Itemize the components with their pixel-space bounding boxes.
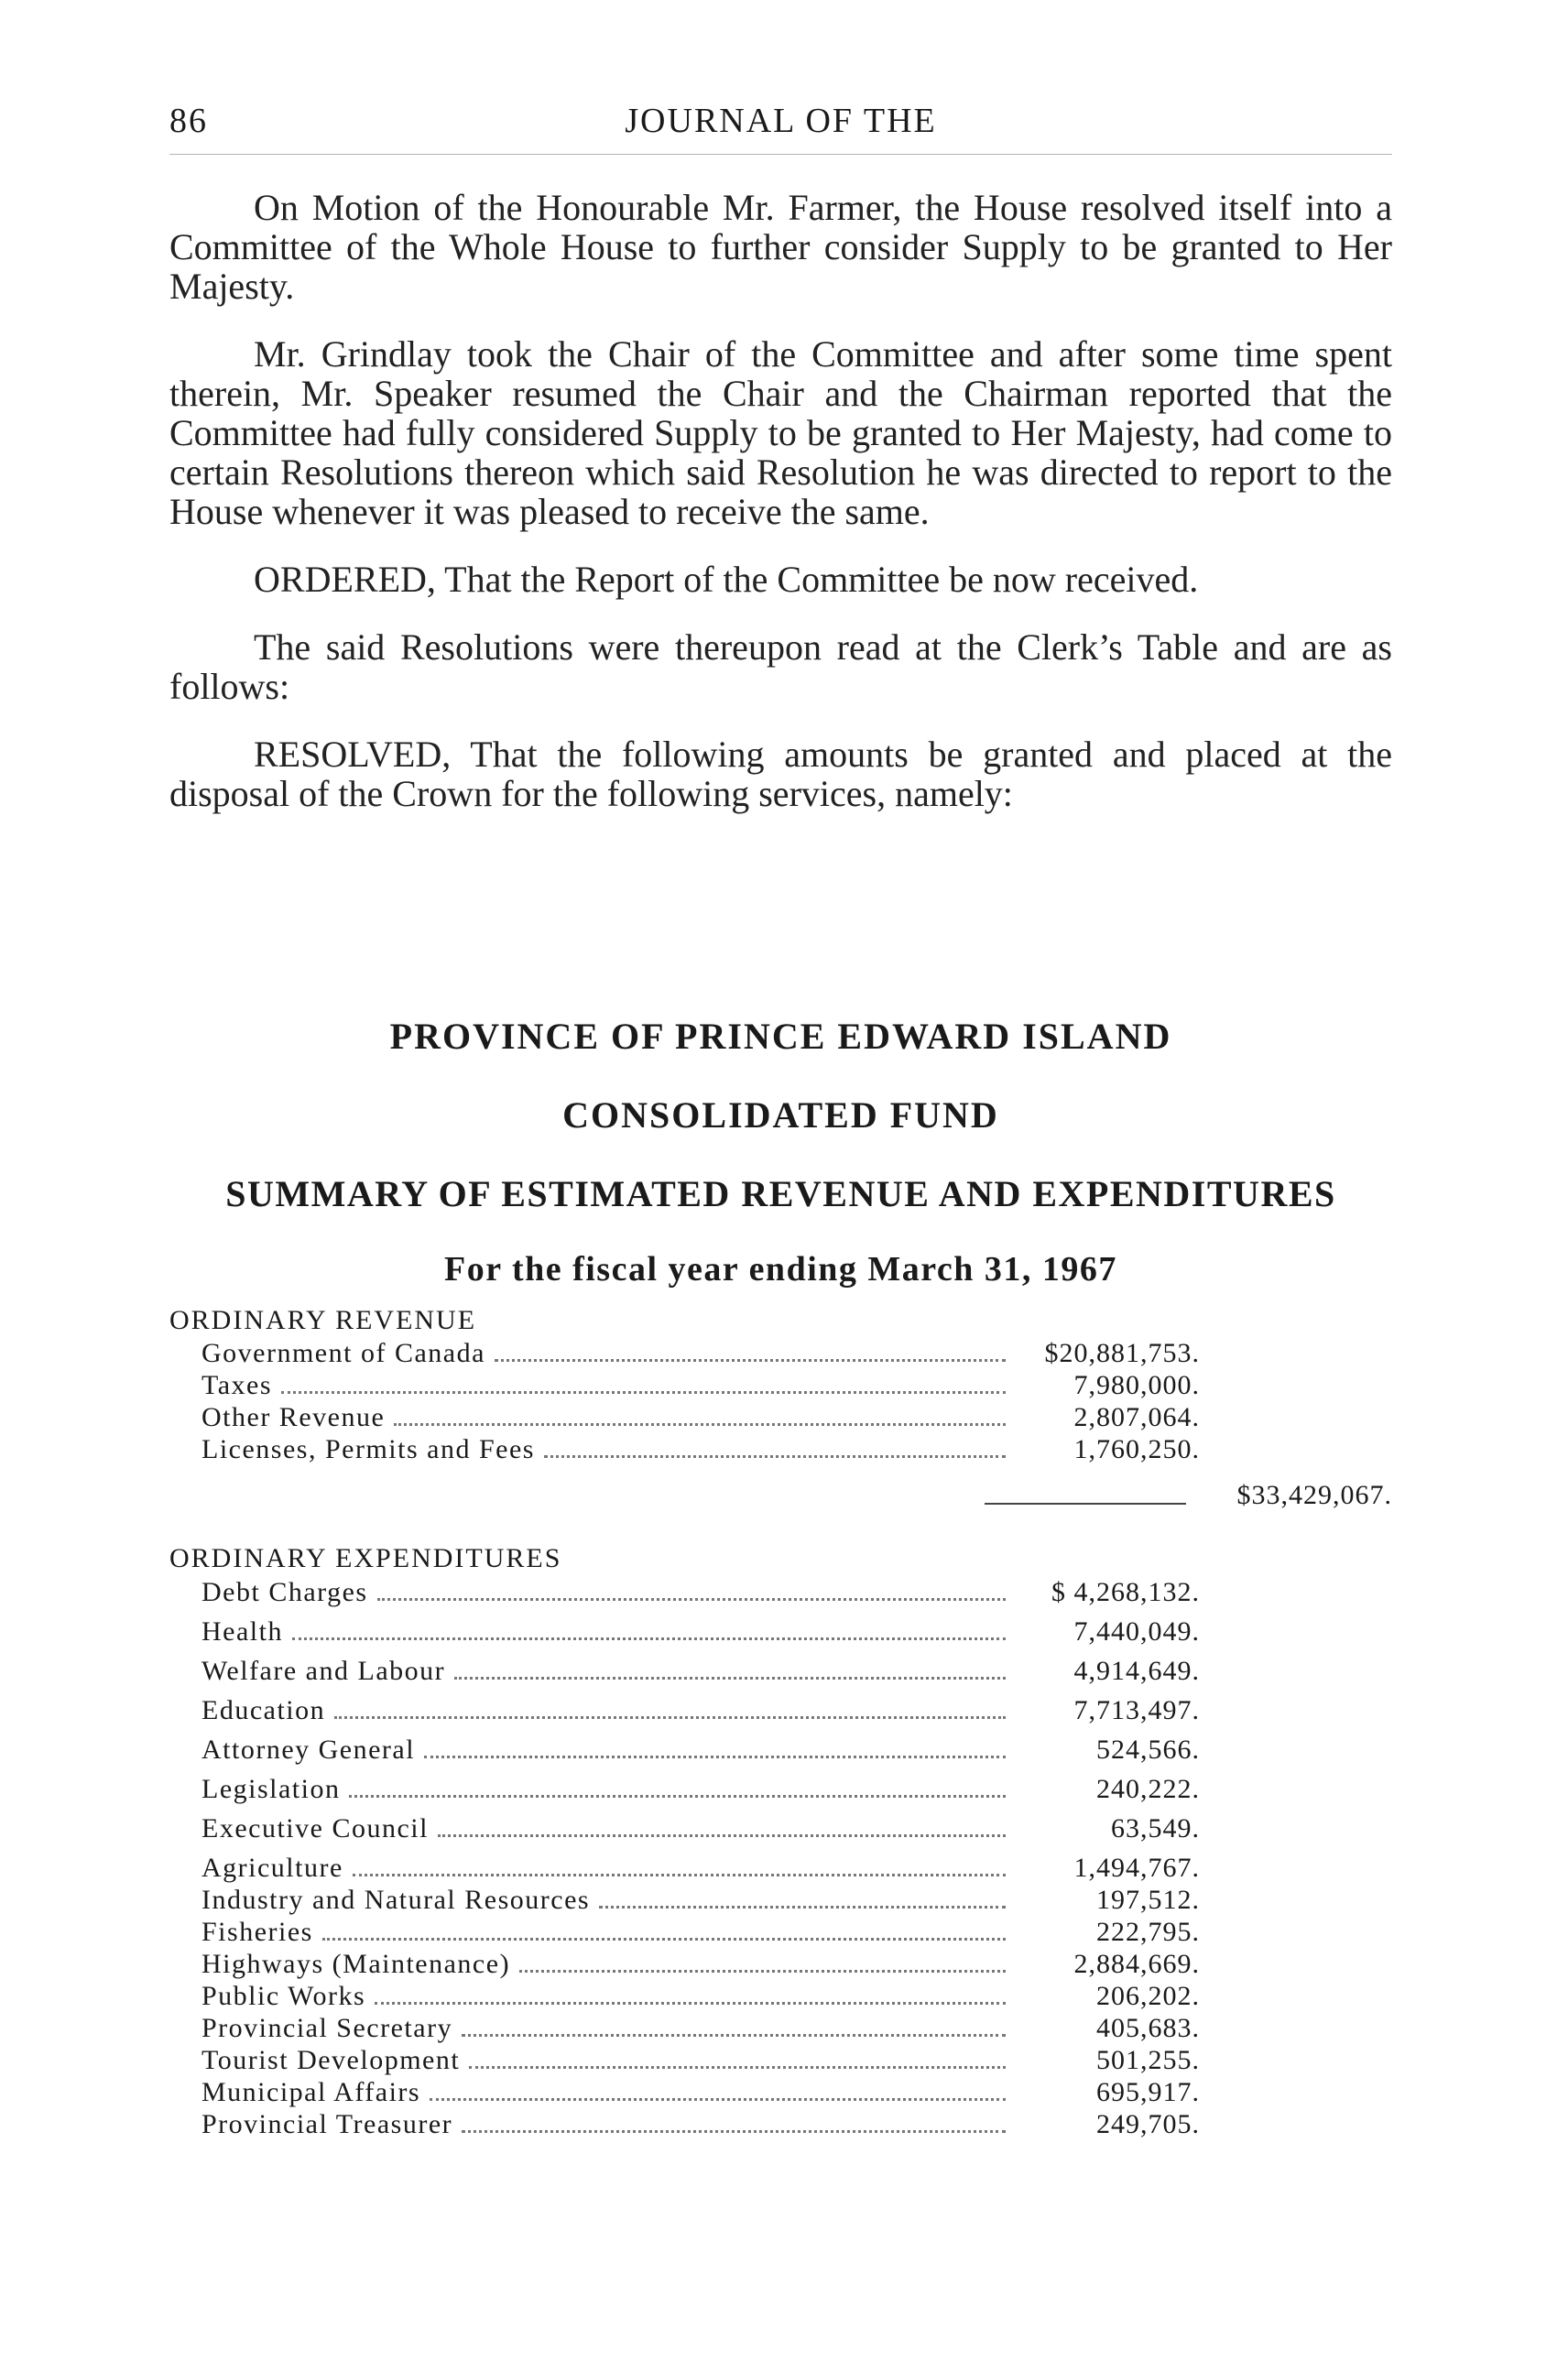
fund-heading: CONSOLIDATED FUND (562, 1094, 999, 1136)
revenue-item-name: Taxes (201, 1370, 273, 1400)
expenditure-item-name: Legislation (201, 1774, 341, 1804)
dot-leader (462, 2034, 1006, 2037)
expenditure-item-name: Tourist Development (201, 2045, 461, 2075)
dot-leader (430, 2098, 1006, 2101)
expenditure-item-amount: 501,255. (1096, 2045, 1200, 2075)
expenditure-row (201, 2013, 1200, 2044)
expenditure-row (201, 1917, 1200, 1948)
page-number: 86 (169, 102, 208, 140)
revenue-row (201, 1402, 1200, 1433)
expenditure-item-amount: 7,713,497. (1073, 1695, 1200, 1725)
expenditure-item-amount: 240,222. (1096, 1774, 1200, 1804)
revenue-item-amount: 2,807,064. (1073, 1402, 1200, 1432)
expenditure-row (201, 1885, 1200, 1916)
dot-leader (544, 1455, 1006, 1458)
expenditure-item-amount: 4,914,649. (1073, 1656, 1200, 1686)
expenditure-row (201, 1981, 1200, 2012)
dot-leader (281, 1391, 1006, 1394)
expenditure-row (201, 1656, 1200, 1687)
revenue-total: $33,429,067. (1236, 1480, 1392, 1510)
dot-leader (292, 1637, 1006, 1640)
revenue-item-amount: $20,881,753. (1044, 1338, 1200, 1368)
dot-leader (375, 2002, 1006, 2005)
dot-leader (519, 1970, 1006, 1973)
expenditure-item-amount: 695,917. (1096, 2077, 1200, 2107)
expenditure-item-amount: 249,705. (1096, 2109, 1200, 2139)
fiscal-year-heading: For the fiscal year ending March 31, 1967 (444, 1250, 1117, 1289)
expenditure-row (201, 1616, 1200, 1648)
expenditure-item-amount: 2,884,669. (1073, 1949, 1200, 1979)
dot-leader (334, 1716, 1006, 1719)
expenditure-item-name: Agriculture (201, 1853, 343, 1883)
expenditure-item-name: Attorney General (201, 1735, 416, 1765)
subtotal-rule (985, 1503, 1186, 1505)
province-heading: PROVINCE OF PRINCE EDWARD ISLAND (389, 1016, 1172, 1057)
paragraph-committee: Mr. Grindlay took the Chair of the Committee and after some time spent therein, Mr. Speaker resumed the Chair and the Chairman reported that the Committee had fully considered Supply to be granted to Her Majesty, had come to certain Resolutions thereon which said Resolution he was directed to report to the House whenever it was pleased to receive the same. (169, 333, 1392, 532)
dot-leader (377, 1598, 1006, 1601)
dot-leader (424, 1756, 1006, 1758)
expenditure-item-amount: 405,683. (1096, 2013, 1200, 2043)
dot-leader (495, 1359, 1006, 1362)
expenditure-item-amount: 1,494,767. (1073, 1853, 1200, 1883)
expenditure-item-amount: $ 4,268,132. (1051, 1577, 1200, 1607)
dot-leader (438, 1834, 1006, 1837)
expenditure-row (201, 1853, 1200, 1884)
dot-leader (469, 2066, 1006, 2069)
revenue-item-amount: 7,980,000. (1073, 1370, 1200, 1400)
revenue-section-label: ORDINARY REVENUE (169, 1305, 477, 1335)
expenditure-item-name: Education (201, 1695, 326, 1725)
expenditure-item-amount: 197,512. (1096, 1885, 1200, 1915)
expenditure-row (201, 1774, 1200, 1805)
revenue-row (201, 1434, 1200, 1465)
expenditure-item-amount: 7,440,049. (1073, 1616, 1200, 1647)
expenditure-item-name: Debt Charges (201, 1577, 368, 1607)
paragraph-resolved: RESOLVED, That the following amounts be granted and placed at the disposal of the Crown for the following services, namely: (169, 734, 1392, 814)
revenue-item-amount: 1,760,250. (1073, 1434, 1200, 1464)
revenue-row (201, 1370, 1200, 1401)
revenue-item-name: Government of Canada (201, 1338, 485, 1368)
expenditure-item-name: Industry and Natural Resources (201, 1885, 591, 1915)
expenditure-item-name: Highways (Maintenance) (201, 1949, 511, 1979)
expenditure-item-amount: 222,795. (1096, 1917, 1200, 1947)
journal-title: JOURNAL OF THE (625, 102, 937, 140)
expenditure-item-name: Health (201, 1616, 283, 1647)
expenditure-item-name: Executive Council (201, 1813, 429, 1844)
paragraph-resolutions-read: The said Resolutions were thereupon read at the Clerk’s Table and are as follows: (169, 626, 1392, 707)
revenue-item-name: Licenses, Permits and Fees (201, 1434, 535, 1464)
expenditure-row (201, 1577, 1200, 1608)
dot-leader (353, 1874, 1006, 1876)
dot-leader (322, 1938, 1006, 1941)
expenditure-row (201, 2077, 1200, 2108)
revenue-item-name: Other Revenue (201, 1402, 386, 1432)
expenditure-item-amount: 63,549. (1111, 1813, 1200, 1844)
expenditure-item-name: Municipal Affairs (201, 2077, 421, 2107)
dot-leader (599, 1906, 1006, 1909)
expenditure-item-name: Provincial Treasurer (201, 2109, 453, 2139)
expenditure-item-name: Public Works (201, 1981, 366, 2011)
expenditure-row (201, 1813, 1200, 1844)
summary-heading: SUMMARY OF ESTIMATED REVENUE AND EXPENDITURES (225, 1173, 1336, 1214)
expenditure-item-name: Fisheries (201, 1917, 313, 1947)
expenditure-item-amount: 206,202. (1096, 1981, 1200, 2011)
body-text (169, 188, 1392, 842)
expenditure-row (201, 1949, 1200, 1980)
expenditures-section-label: ORDINARY EXPENDITURES (169, 1543, 562, 1573)
dot-leader (349, 1795, 1006, 1798)
paragraph-motion: On Motion of the Honourable Mr. Farmer, the House resolved itself into a Committee of the Whole House to further consider Supply to be granted to Her Majesty. (169, 187, 1392, 307)
expenditure-row (201, 1695, 1200, 1726)
expenditure-row (201, 2109, 1200, 2140)
revenue-row (201, 1338, 1200, 1369)
expenditure-item-name: Welfare and Labour (201, 1656, 446, 1686)
dot-leader (462, 2130, 1006, 2133)
running-head (169, 101, 1392, 155)
dot-leader (454, 1677, 1006, 1680)
paragraph-ordered: ORDERED, That the Report of the Committee be now received. (254, 559, 1199, 600)
expenditure-item-amount: 524,566. (1096, 1735, 1200, 1765)
expenditure-row (201, 2045, 1200, 2076)
expenditure-item-name: Provincial Secretary (201, 2013, 453, 2043)
dot-leader (394, 1423, 1006, 1426)
expenditure-row (201, 1735, 1200, 1766)
